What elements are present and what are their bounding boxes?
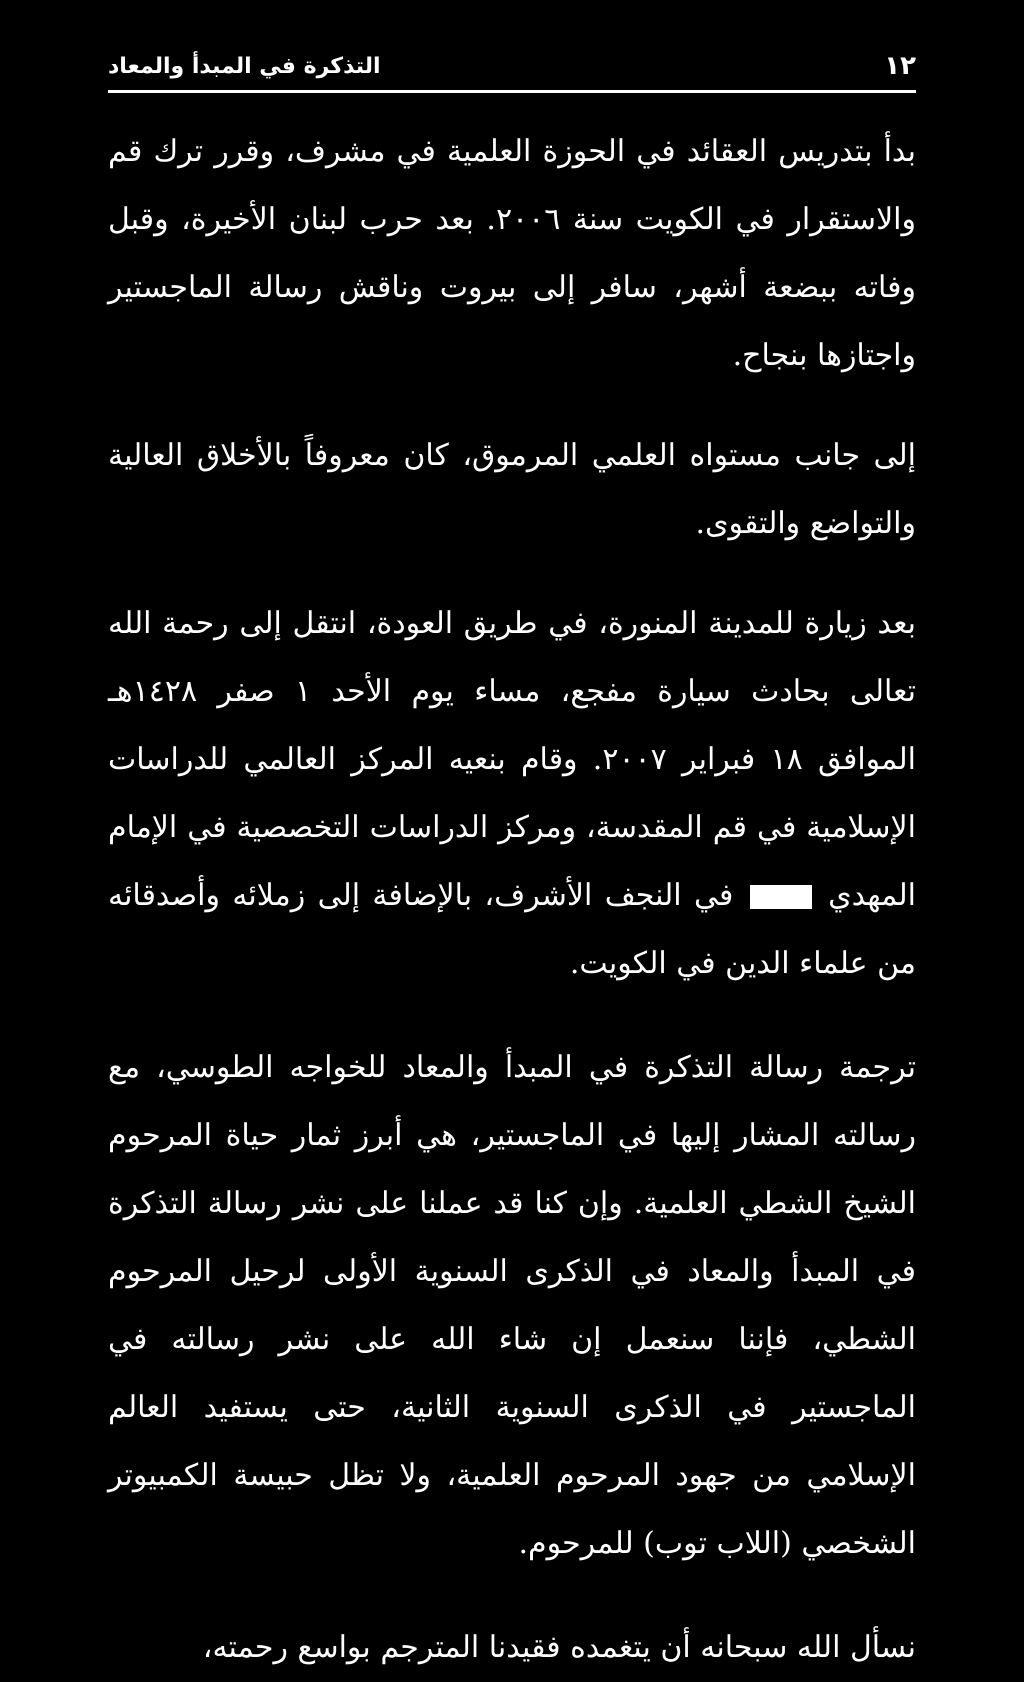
page-header — [108, 44, 916, 88]
paragraph-death-part-1: بعد زيارة للمدينة المنورة، في طريق العودة، انتقل إلى رحمة الله تعالى بحادث سيارة مفجع، مساء يوم الأحد ١ صفر ١٤٢٨هـ الموافق ١٨ فبراير ٢٠٠٧. وقام بنعيه المركز العالمي للدراسات الإسلامية في قم المقدسة، ومركز الدراسات التخصصية في الإمام المهدي — [108, 606, 916, 913]
paragraph-character: إلى جانب مستواه العلمي المرموق، كان معروفاً بالأخلاق العالية والتواضع والتقوى. — [108, 438, 916, 541]
body-text — [108, 118, 916, 1682]
page-number: ١٢ — [884, 51, 916, 81]
paragraph-biography: بدأ بتدريس العقائد في الحوزة العلمية في مشرف، وقرر ترك قم والاستقرار في الكويت سنة ٢٠٠٦. بعد حرب لبنان الأخيرة، وقبل وفاته ببضعة أشهر، سافر إلى بيروت وناقش رسالة الماجستير واجتازها بنجاح. — [108, 134, 917, 373]
redaction-mark — [750, 881, 812, 913]
paragraph-prayer: نسأل الله سبحانه أن يتغمده فقيدنا المترجم بواسع رحمته، — [202, 1630, 916, 1665]
paragraph-death — [108, 590, 916, 998]
header-rule — [108, 90, 916, 93]
paragraph-translation: ترجمة رسالة التذكرة في المبدأ والمعاد للخواجه الطوسي، مع رسالته المشار إليها في الماجستير، هي أبرز ثمار حياة المرحوم الشيخ الشطي العلمية. وإن كنا قد عملنا على نشر رسالة التذكرة في المبدأ والمعاد في الذكرى السنوية الأولى لرحيل المرحوم الشطي، فإننا سنعمل إن شاء الله على نشر رسالته في الماجستير في الذكرى السنوية الثانية، حتى يستفيد العالم الإسلامي من جهود المرحوم العلمية، ولا تظل حبيسة الكمبيوتر الشخصي (اللاب توب) للمرحوم. — [108, 1050, 916, 1561]
paragraph-death-part-2: في النجف الأشرف، بالإضافة إلى زملائه وأصدقائه من علماء الدين في الكويت. — [108, 878, 916, 981]
running-title: التذكرة في المبدأ والمعاد — [108, 53, 381, 79]
